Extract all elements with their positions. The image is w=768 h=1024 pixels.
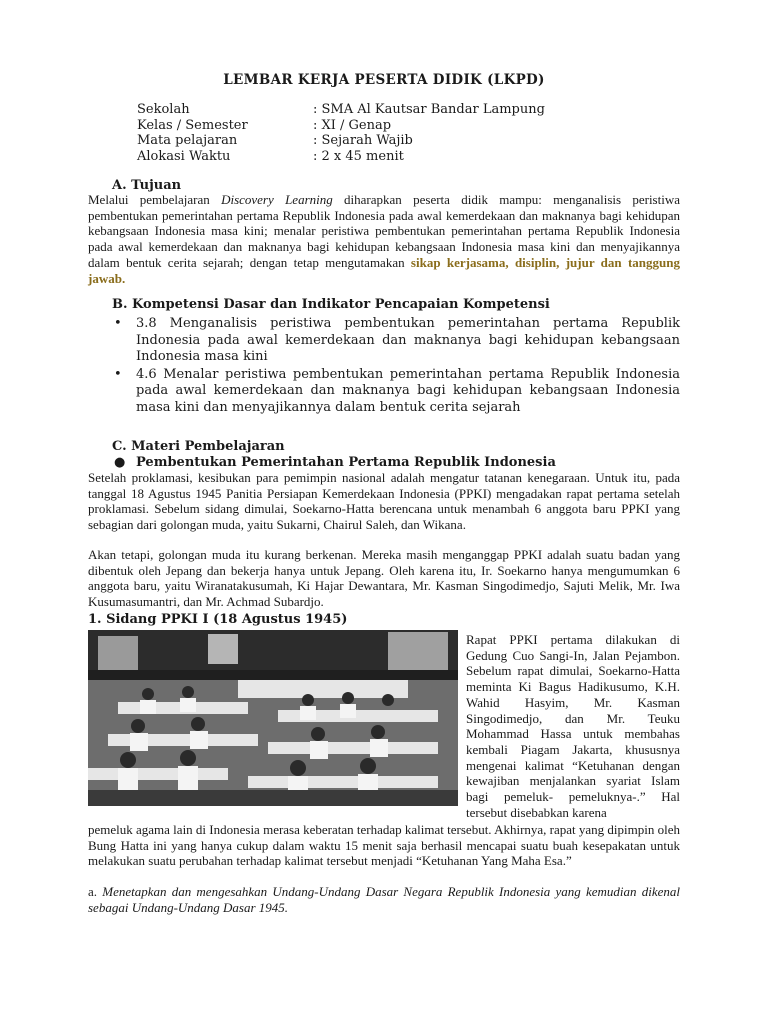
list-item: • 3.8 Menganalisis peristiwa pembentukan pemerintahan pertama Republik Indonesia pada awal kemerdekaan dan maknanya bagi kehidupan kebangsaan Indonesia masa kini: [112, 316, 680, 366]
section-a-text-2: diharapkan peserta didik mampu: menganalisis peristiwa pembentukan pemerintahan pertama Republik Indonesia pada awal kemerdekaan dan maknanya bagi kehidupan kebangsaan Indonesia masa kini; menalar peristiwa pembentukan pemerintahan pertama Republik Indonesia pada awal kemerdekaan dan maknanya bagi kehidupan kebangsaan Indonesia masa kini dan menyajikannya dalam bentuk cerita sejarah; dengan tetap mengutamakan: [88, 192, 681, 270]
section-a-text-1: Melalui pembelajaran: [88, 192, 222, 207]
section-a-heading: A. Tujuan: [112, 178, 182, 193]
info-value: : 2 x 45 menit: [313, 148, 404, 164]
sidang-heading: 1. Sidang PPKI I (18 Agustus 1945): [88, 612, 348, 627]
info-label: Sekolah: [137, 102, 190, 117]
list-item: • 4.6 Menalar peristiwa pembentukan pemerintahan pertama Republik Indonesia pada awal kemerdekaan dan maknanya bagi kehidupan kebangsaan Indonesia masa kini dan menyajikannya dalam bentuk cerita sejarah: [112, 367, 680, 417]
sidang-ppki-photo: [88, 630, 458, 806]
section-b-heading: B. Kompetensi Dasar dan Indikator Pencapaian Kompetensi: [112, 297, 550, 312]
point-a: [88, 884, 680, 915]
info-label: Mata pelajaran: [137, 133, 238, 148]
competency-list: [112, 316, 680, 417]
info-row-sekolah: [137, 102, 545, 118]
section-c-heading: C. Materi Pembelajaran: [112, 439, 285, 454]
sidang-side-text: Rapat PPKI pertama dilakukan di Gedung Cuo Sangi-In, Jalan Pejambon. Sebelum rapat dimulai, Soekarno-Hatta meminta Ki Bagus Hadikusumo, K.H. Wahid Hasyim, Mr. Kasman Singodimedjo, dan Mr. Teuku Mohammad Hassa untuk membahas kembali Piagam Jakarta, khususnya mengenai kalimat “Ketuhanan dengan kewajiban menjalankan syariat Islam bagi pemeluk- pemeluknya-.” Hal tersebut disebabkan karena: [466, 632, 680, 820]
bullet-glyph: ●: [114, 455, 126, 470]
info-row-mapel: [137, 133, 545, 149]
info-label: Kelas / Semester: [137, 117, 248, 133]
point-a-letter: a.: [88, 884, 98, 899]
section-a-highlight: sikap kerjasama, disiplin, jujur dan tanggung jawab.: [88, 254, 680, 286]
section-a-italic: Discovery Learning: [221, 192, 333, 207]
sub-bullet-label: Pembentukan Pemerintahan Pertama Republik Indonesia: [136, 455, 556, 470]
document-title: LEMBAR KERJA PESERTA DIDIK (LKPD): [223, 72, 545, 88]
section-c-paragraph-2: Akan tetapi, golongan muda itu kurang berkenan. Mereka masih menganggap PPKI adalah suatu badan yang dibentuk oleh Jepang dan bekerja hanya untuk Jepang. Oleh karena itu, Ir. Soekarno hanya mengumumkan 6 anggota baru, yaitu Wiranatakusumah, Ki Hajar Dewantara, Mr. Kasman Singodimedjo, Sajuti Melik, Mr. Iwa Kusumasumantri, dan Mr. Achmad Subardjo.: [88, 547, 680, 610]
info-row-alokasi: [137, 149, 545, 165]
photo-illustration: [88, 630, 458, 806]
info-table: [137, 102, 545, 164]
info-label: Alokasi Waktu: [137, 148, 231, 164]
info-value: : Sejarah Wajib: [313, 133, 413, 148]
info-value: : XI / Genap: [313, 117, 392, 133]
sidang-continuation: pemeluk agama lain di Indonesia merasa keberatan terhadap kalimat tersebut. Akhirnya, rapat yang dipimpin oleh Bung Hatta ini yang hanya cukup dalam waktu 15 menit saja berhasil mencapai suatu buah kesepakatan untuk melakukan suatu perubahan terhadap kalimat tersebut menjadi “Ketuhanan Yang Maha Esa.”: [88, 822, 681, 869]
point-a-text: Menetapkan dan mengesahkan Undang-Undang Dasar Negara Republik Indonesia yang kemudian dikenal sebagai Undang-Undang Dasar 1945.: [88, 884, 680, 915]
section-a-paragraph: [88, 192, 680, 286]
section-c-paragraph-1: Setelah proklamasi, kesibukan para pemimpin nasional adalah mengatur tatanan kenegaraan. Untuk itu, pada tanggal 18 Agustus 1945 Panitia Persiapan Kemerdekaan Indonesia (PPKI) mengadakan rapat pertama setelah proklamasi. Sebelum sidang dimulai, Soekarno-Hatta berencana untuk menambah 6 anggota baru PPKI yang sebagian dari golongan muda, yaitu Sukarni, Chairul Saleh, dan Wikana.: [88, 470, 680, 533]
info-value: : SMA Al Kautsar Bandar Lampung: [313, 102, 545, 117]
section-c-sub-bullet: [112, 455, 556, 470]
info-row-kelas: [137, 118, 545, 134]
